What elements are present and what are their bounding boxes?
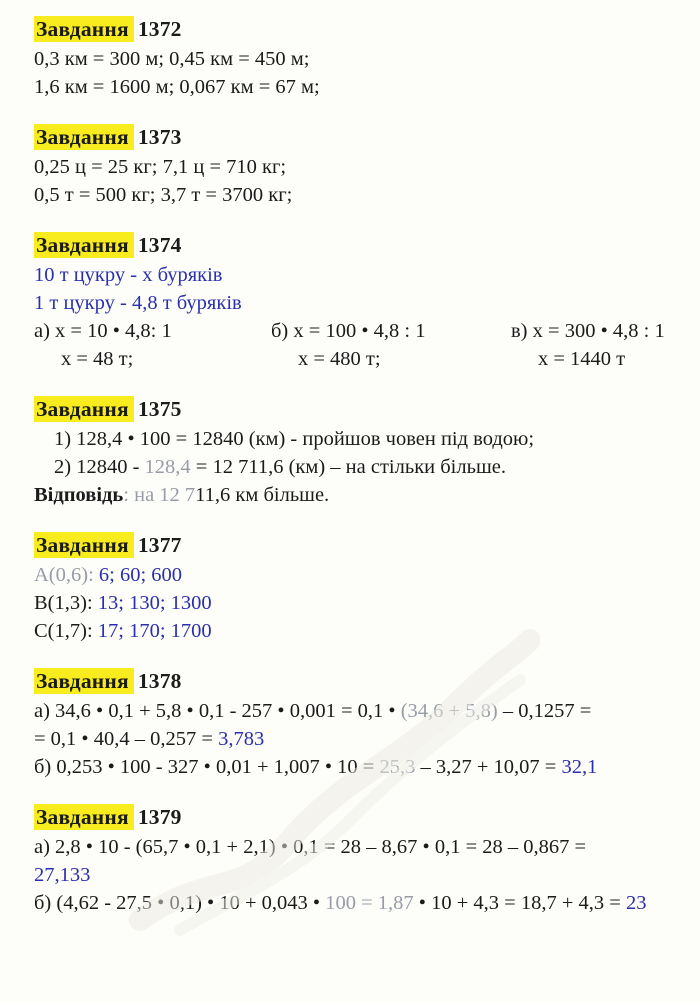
task-heading [34,232,700,259]
text-segment: 32,1 [561,756,598,778]
task-section-1372 [34,16,700,101]
solution-line [34,833,700,861]
task-section-1375 [34,396,700,509]
solution-column [34,317,271,373]
text-segment: х = 1440 т [538,348,626,370]
task-heading-label: Завдання [34,532,134,558]
text-segment: (34,6 + 5,8) [400,700,498,722]
text-segment: 1 т цукру - 4,8 т буряків [34,292,242,314]
solution-line [34,861,700,889]
text-segment: 1,6 км = 1600 м; 0,067 км = 67 м; [34,76,320,98]
text-segment: а) 2,8 • 10 - (65,7 • 0,1 + 2,1) • 0,1 = 28 – 8,67 • 0,1 = 28 – 0,867 = [34,836,587,858]
solution-line [34,589,700,617]
task-heading-number: 1378 [137,669,182,693]
task-heading-number: 1372 [137,17,182,41]
solution-line [34,889,700,917]
text-segment: 17; 170; 1700 [97,620,212,642]
solution-columns-row [34,317,700,373]
task-heading [34,16,700,43]
solution-line [34,697,700,725]
text-segment: 2) 12840 - [54,456,145,478]
task-heading-number: 1375 [137,397,182,421]
text-segment: 0,5 т = 500 кг; 3,7 т = 3700 кг; [34,184,293,206]
text-segment: 10 т цукру - х буряків [34,264,223,286]
solution-line [34,181,700,209]
text-segment: В(1,3): [34,592,98,614]
task-heading-number: 1377 [137,533,182,557]
task-heading [34,668,700,695]
text-segment: = 12 711,6 (км) – на стільки більше. [190,456,506,478]
solution-line [511,345,700,373]
text-segment: х = 48 т; [61,348,134,370]
text-segment: 13; 130; 1300 [97,592,212,614]
text-segment: С(1,7): [34,620,98,642]
task-heading [34,396,700,423]
solution-line [34,317,271,345]
text-segment: в) х = 300 • 4,8 : 1 [511,320,665,342]
solution-line [511,317,700,345]
solution-line [34,45,700,73]
solution-column [511,317,700,373]
task-heading [34,124,700,151]
text-segment: : на 12 7 [123,484,196,506]
text-segment: 23 [625,892,647,914]
task-section-1377 [34,532,700,645]
task-heading-label: Завдання [34,232,134,258]
task-section-1379 [34,804,700,917]
text-segment: 100 = 1,87 [325,892,414,914]
solution-line [34,289,700,317]
solution-line [34,453,700,481]
text-segment: 1) 128,4 • 100 = 12840 (км) - пройшов човен під водою; [54,428,535,450]
text-segment: х = 480 т; [298,348,381,370]
text-segment: а) 34,6 • 0,1 + 5,8 • 0,1 - 257 • 0,001 = 0,1 • [34,700,401,722]
task-heading [34,532,700,559]
text-segment: 25,3 [379,756,416,778]
text-segment: 0,3 км = 300 м; 0,45 км = 450 м; [34,48,310,70]
text-segment: – 3,27 + 10,07 = [415,756,562,778]
text-segment: 11,6 км більше. [195,484,330,506]
text-segment: 0,25 ц = 25 кг; 7,1 ц = 710 кг; [34,156,287,178]
task-heading-label: Завдання [34,124,134,150]
task-heading [34,804,700,831]
text-segment: 27,133 [34,864,91,886]
solution-line [34,425,700,453]
text-segment: – 0,1257 = [497,700,592,722]
solution-line [34,261,700,289]
solution-line [34,345,271,373]
text-segment: а) х = 10 • 4,8: 1 [34,320,172,342]
text-segment: Відповідь [34,484,124,506]
task-heading-label: Завдання [34,396,134,422]
text-segment: б) 0,253 • 100 - 327 • 0,01 + 1,007 • 10 = [34,756,380,778]
task-heading-number: 1379 [137,805,182,829]
text-segment: 3,783 [218,728,265,750]
text-segment: 6; 60; 600 [98,564,183,586]
task-section-1378 [34,668,700,781]
solution-line [34,753,700,781]
text-segment: • 10 + 4,3 = 18,7 + 4,3 = [413,892,626,914]
text-segment: б) х = 100 • 4,8 : 1 [271,320,426,342]
solution-line [34,725,700,753]
task-section-1373 [34,124,700,209]
solution-line [34,481,700,509]
task-heading-number: 1373 [137,125,182,149]
task-heading-number: 1374 [137,233,182,257]
text-segment: А(0,6): [34,564,99,586]
solution-line [271,345,511,373]
solutions-content [34,16,700,917]
task-heading-label: Завдання [34,16,134,42]
text-segment: = 0,1 • 40,4 – 0,257 = [34,728,219,750]
task-heading-label: Завдання [34,804,134,830]
solution-line [271,317,511,345]
solution-line [34,617,700,645]
solution-line [34,73,700,101]
task-section-1374 [34,232,700,373]
solution-line [34,561,700,589]
task-heading-label: Завдання [34,668,134,694]
solution-line [34,153,700,181]
solution-column [271,317,511,373]
text-segment: б) (4,62 - 27,5 • 0,1) • 10 + 0,043 • [34,892,326,914]
text-segment: 128,4 [144,456,191,478]
